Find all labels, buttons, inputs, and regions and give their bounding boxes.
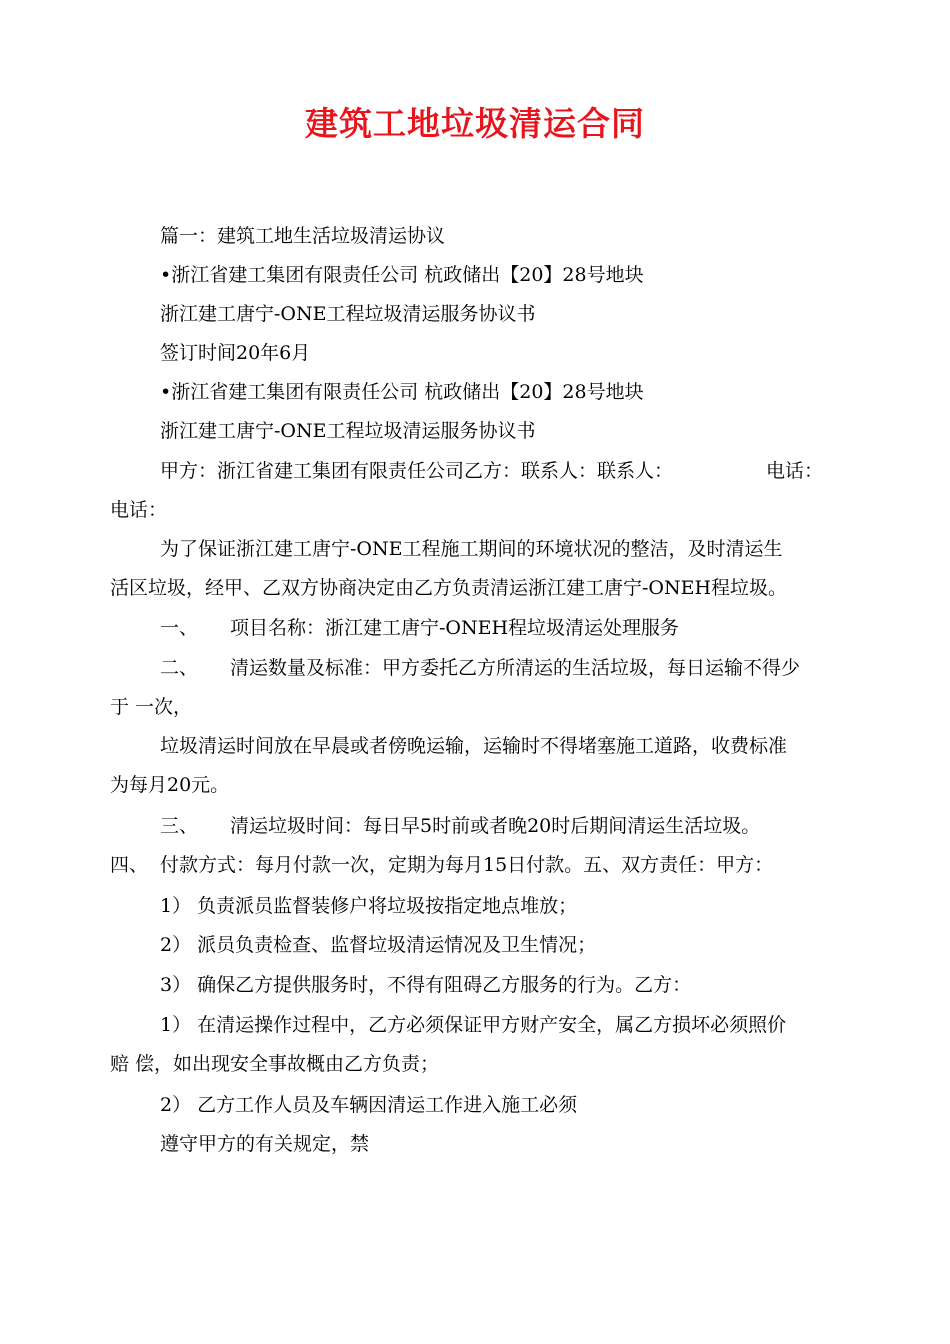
paragraph-line: 浙江建工唐宁-ONE工程垃圾清运服务协议书 [160, 303, 536, 325]
clause-number: 一、 [160, 617, 199, 639]
paragraph-line: •浙江省建工集团有限责任公司 杭政储出【20】28号地块 [160, 381, 644, 403]
phone-label: 电话： [766, 460, 824, 482]
clause-number: 三、 [160, 815, 199, 837]
list-item: 赔 偿，如出现安全事故概由乙方负责； [110, 1053, 440, 1075]
paragraph-line: •浙江省建工集团有限责任公司 杭政储出【20】28号地块 [160, 264, 644, 286]
parties-line: 甲方：浙江省建工集团有限责任公司乙方：联系人：联系人： [160, 460, 674, 482]
clause-text: 于 一次， [110, 696, 193, 718]
clause-number: 二、 [160, 657, 199, 679]
section-heading: 篇一：建筑工地生活垃圾清运协议 [160, 225, 446, 247]
paragraph-line: 浙江建工唐宁-ONE工程垃圾清运服务协议书 [160, 420, 536, 442]
clause-text: 付款方式：每月付款一次，定期为每月15日付款。五、双方责任：甲方： [160, 854, 774, 876]
paragraph-line: 为每月20元。 [110, 774, 230, 796]
list-item: 1） 在清运操作过程中，乙方必须保证甲方财产安全，属乙方损坏必须照价 [160, 1014, 787, 1036]
paragraph-line: 活区垃圾，经甲、乙双方协商决定由乙方负责清运浙江建工唐宁-ONEH程垃圾。 [110, 577, 788, 599]
list-item: 2） 乙方工作人员及车辆因清运工作进入施工必须 [160, 1094, 578, 1116]
list-item: 2） 派员负责检查、监督垃圾清运情况及卫生情况； [160, 934, 597, 956]
document-title: 建筑工地垃圾清运合同 [305, 104, 645, 143]
clause-text: 清运垃圾时间：每日早5时前或者晚20时后期间清运生活垃圾。 [230, 815, 761, 837]
phone-label: 电话： [110, 499, 168, 521]
paragraph-line: 垃圾清运时间放在早晨或者傍晚运输，运输时不得堵塞施工道路，收费标准 [160, 735, 788, 757]
list-item: 1） 负责派员监督装修户将垃圾按指定地点堆放； [160, 895, 578, 917]
paragraph-line: 签订时间20年6月 [160, 342, 311, 364]
paragraph-line: 为了保证浙江建工唐宁-ONE工程施工期间的环境状况的整洁，及时清运生 [160, 538, 783, 560]
paragraph-line: 遵守甲方的有关规定，禁 [160, 1133, 370, 1155]
clause-number: 四、 [110, 854, 149, 876]
list-item: 3） 确保乙方提供服务时，不得有阻碍乙方服务的行为。乙方： [160, 974, 692, 996]
clause-text: 清运数量及标准：甲方委托乙方所清运的生活垃圾，每日运输不得少 [230, 657, 801, 679]
clause-text: 项目名称：浙江建工唐宁-ONEH程垃圾清运处理服务 [230, 617, 680, 639]
